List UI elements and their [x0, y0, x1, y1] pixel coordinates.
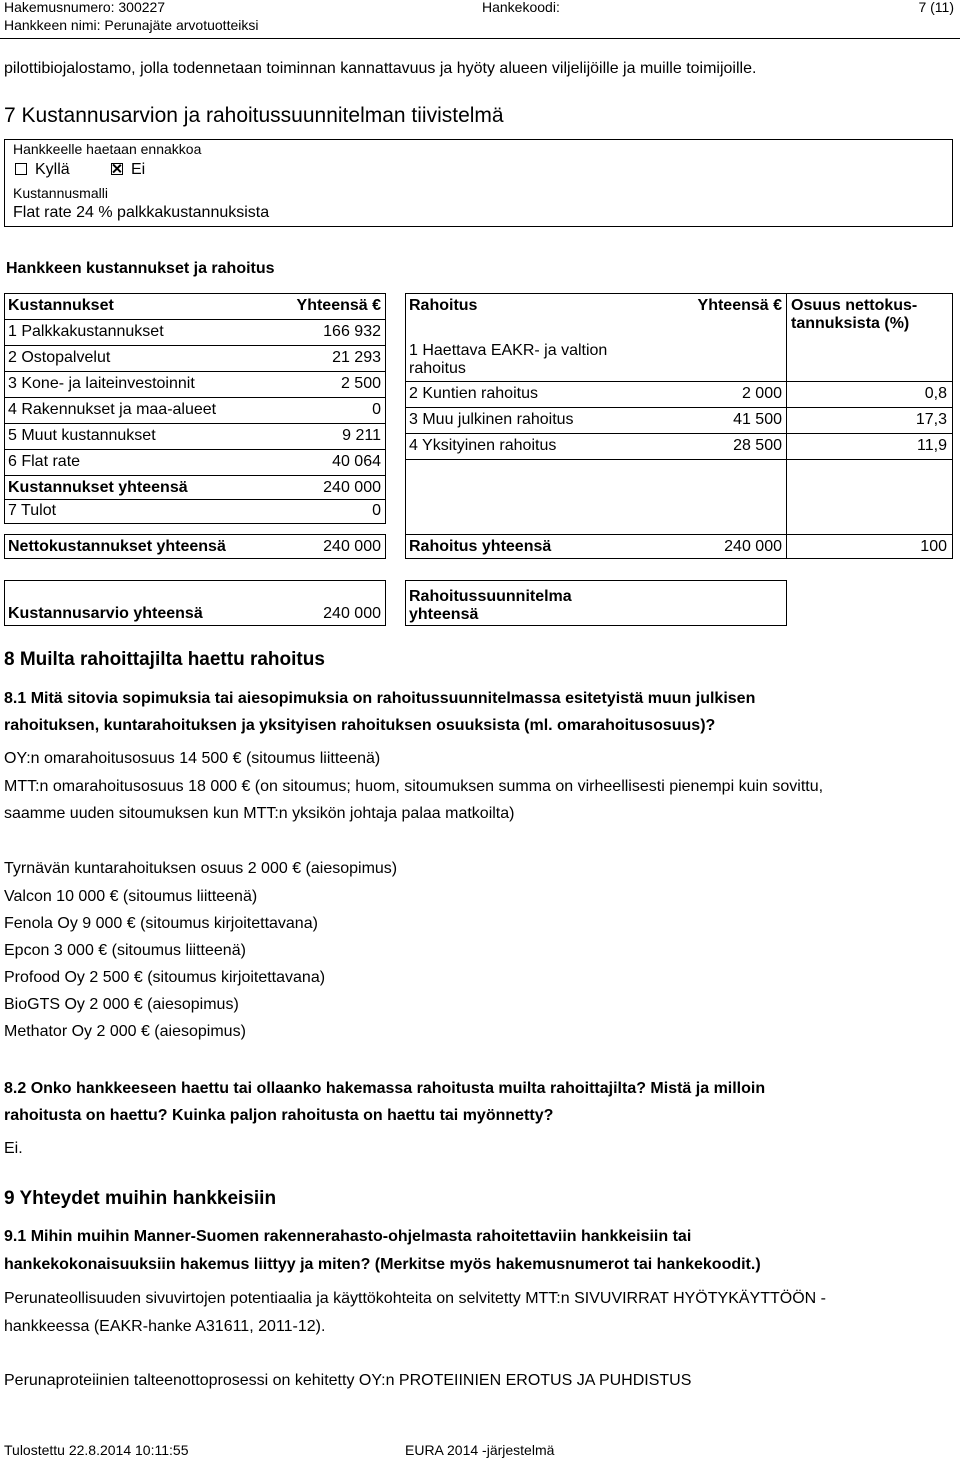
table-row	[4, 450, 385, 474]
table-row	[4, 372, 385, 396]
q82-answer: Ei.	[4, 1140, 23, 1157]
q82-line1: 8.2 Onko hankkeeseen haettu tai ollaanko hakemassa rahoitusta muilta rahoittajilta? Mistä ja milloin	[4, 1080, 766, 1097]
costs-funding-subtitle: Hankkeen kustannukset ja rahoitus	[6, 260, 275, 277]
checked-checkbox-icon[interactable]	[111, 163, 123, 175]
cost-label: 1 Palkkakustannukset	[8, 323, 164, 340]
cost-label: 5 Muut kustannukset	[8, 427, 156, 444]
cost-value: 166 932	[323, 323, 381, 340]
costs-header: Kustannukset	[8, 297, 114, 314]
funding-share-header-2: tannuksista (%)	[791, 315, 910, 332]
answer-line: Profood Oy 2 500 € (sitoumus kirjoitettavana)	[4, 969, 326, 986]
q91-line2: hankekokonaisuuksiin hakemus liittyy ja miten? (Merkitse myös hakemusnumerot tai hankekoodit.)	[4, 1256, 761, 1273]
section7-title: 7 Kustannusarvion ja rahoitussuunnitelman tiivistelmä	[4, 104, 504, 127]
unchecked-checkbox-icon[interactable]	[15, 163, 27, 175]
net-costs-row	[4, 535, 385, 559]
q91-answer-line3: Perunaproteiinien talteenottoprosessi on kehitetty OY:n PROTEIINIEN EROTUS JA PUHDISTUS	[4, 1372, 692, 1389]
funding-total-header: Yhteensä €	[697, 297, 782, 314]
section9-title: 9 Yhteydet muihin hankkeisiin	[4, 1188, 277, 1209]
table-row	[405, 408, 952, 432]
table-row	[4, 346, 385, 370]
header-divider	[0, 38, 960, 39]
funding-label: 3 Muu julkinen rahoitus	[409, 411, 574, 428]
funding-value: 28 500	[733, 437, 782, 454]
table-row	[405, 434, 952, 458]
cost-label: 3 Kone- ja laiteinvestoinnit	[8, 375, 195, 392]
cost-value: 0	[372, 401, 381, 418]
table-row	[4, 398, 385, 422]
project-name: Hankkeen nimi: Perunajäte arvotuotteiksi	[4, 17, 259, 33]
funding-header: Rahoitus	[409, 297, 478, 314]
cost-model-value: Flat rate 24 % palkkakustannuksista	[13, 204, 270, 221]
advance-no-option[interactable]	[111, 161, 145, 179]
cost-label: 2 Ostopalvelut	[8, 349, 111, 366]
cost-estimate-label: Kustannusarvio yhteensä	[8, 605, 203, 622]
funding-sum-label: Rahoitus yhteensä	[409, 538, 552, 555]
income-label: 7 Tulot	[8, 502, 57, 519]
answer-line: BioGTS Oy 2 000 € (aiesopimus)	[4, 996, 239, 1013]
application-number: Hakemusnumero: 300227	[4, 0, 166, 15]
advance-yes-label: Kyllä	[35, 161, 70, 178]
answer-line: Fenola Oy 9 000 € (sitoumus kirjoitettavana)	[4, 915, 318, 932]
funding-label-cont: rahoitus	[409, 360, 466, 377]
cost-value: 21 293	[332, 349, 381, 366]
funding-plan-label-2: yhteensä	[409, 606, 479, 623]
funding-value: 2 000	[741, 385, 782, 402]
answer-line: Methator Oy 2 000 € (aiesopimus)	[4, 1023, 246, 1040]
costs-header-row	[4, 294, 385, 318]
cost-estimate-row	[4, 602, 385, 626]
answer-line: MTT:n omarahoitusosuus 18 000 € (on sitoumus; huom, sitoumuksen summa on virheellisesti pienempi kuin sovittu,	[4, 778, 824, 795]
answer-line: Tyrnävän kuntarahoituksen osuus 2 000 € (aiesopimus)	[4, 860, 398, 877]
q81-line1: 8.1 Mitä sitovia sopimuksia tai aiesopimuksia on rahoitussuunnitelmassa esitetyistä muun julkisen	[4, 690, 756, 707]
answer-line: saamme uuden sitoumuksen kun MTT:n yksikön johtaja palaa matkoilta)	[4, 805, 515, 822]
costs-sum-value: 240 000	[323, 479, 381, 496]
cost-value: 2 500	[340, 375, 381, 392]
income-row	[4, 499, 385, 523]
answer-line: Valcon 10 000 € (sitoumus liitteenä)	[4, 888, 258, 905]
q91-answer-line1: Perunateollisuuden sivuvirtojen potentiaalia ja käyttökohteita on selvitetty MTT:n SIVUVIRRAT HYÖTYKÄYTTÖÖN -	[4, 1290, 826, 1307]
costs-total-header: Yhteensä €	[296, 297, 381, 314]
table-row	[4, 424, 385, 448]
table-row	[4, 320, 385, 344]
cost-label: 4 Rakennukset ja maa-alueet	[8, 401, 217, 418]
funding-label: 4 Yksityinen rahoitus	[409, 437, 557, 454]
income-value: 0	[372, 502, 381, 519]
advance-no-label: Ei	[131, 161, 146, 178]
advance-label: Hankkeelle haetaan ennakkoa	[13, 141, 202, 157]
answer-line: Epcon 3 000 € (sitoumus liitteenä)	[4, 942, 246, 959]
intro-line: pilottibiojalostamo, jolla todennetaan toiminnan kannattavuus ja hyöty alueen viljelijöille ja muille toimijoille.	[4, 60, 757, 77]
page-number: 7 (11)	[918, 0, 954, 15]
q82-line2: rahoitusta on haettu? Kuinka paljon rahoitusta on haettu tai myönnetty?	[4, 1107, 554, 1124]
advance-yes-option[interactable]	[15, 161, 70, 179]
costs-sum-label: Kustannukset yhteensä	[8, 479, 188, 496]
net-costs-label: Nettokustannukset yhteensä	[8, 538, 226, 555]
funding-sum-share: 100	[920, 538, 947, 555]
funding-plan-label-1: Rahoitussuunnitelma	[409, 588, 572, 605]
costs-sum-row	[4, 476, 385, 500]
cost-label: 6 Flat rate	[8, 453, 81, 470]
net-costs-value: 240 000	[323, 538, 381, 555]
funding-value: 41 500	[733, 411, 782, 428]
q91-answer-line2: hankkeessa (EAKR-hanke A31611, 2011-12).	[4, 1318, 326, 1335]
q81-line2: rahoituksen, kuntarahoituksen ja yksityisen rahoituksen osuuksista (ml. omarahoitusosuus)?	[4, 717, 716, 734]
cost-value: 40 064	[332, 453, 381, 470]
cost-value: 9 211	[342, 427, 381, 444]
footer-system: EURA 2014 -järjestelmä	[405, 1442, 555, 1458]
section8-title: 8 Muilta rahoittajilta haettu rahoitus	[4, 649, 325, 670]
funding-label: 2 Kuntien rahoitus	[409, 385, 538, 402]
cost-model-label: Kustannusmalli	[13, 185, 108, 201]
answer-line: OY:n omarahoitusosuus 14 500 € (sitoumus liitteenä)	[4, 750, 381, 767]
funding-share: 17,3	[915, 411, 947, 428]
funding-share: 0,8	[924, 385, 947, 402]
funding-share: 11,9	[917, 437, 947, 454]
project-code: Hankekoodi:	[482, 0, 560, 15]
table-row	[405, 382, 952, 406]
footer-printed: Tulostettu 22.8.2014 10:11:55	[4, 1442, 189, 1458]
funding-label: 1 Haettava EAKR- ja valtion	[409, 342, 608, 359]
advance-box	[4, 139, 953, 227]
cost-estimate-value: 240 000	[323, 605, 381, 622]
funding-share-header-1: Osuus nettokus-	[791, 297, 918, 314]
funding-sum-value: 240 000	[724, 538, 782, 555]
q91-line1: 9.1 Mihin muihin Manner-Suomen rakennerahasto-ohjelmasta rahoitettaviin hankkeisiin tai	[4, 1228, 692, 1245]
funding-sum-row	[405, 535, 952, 559]
